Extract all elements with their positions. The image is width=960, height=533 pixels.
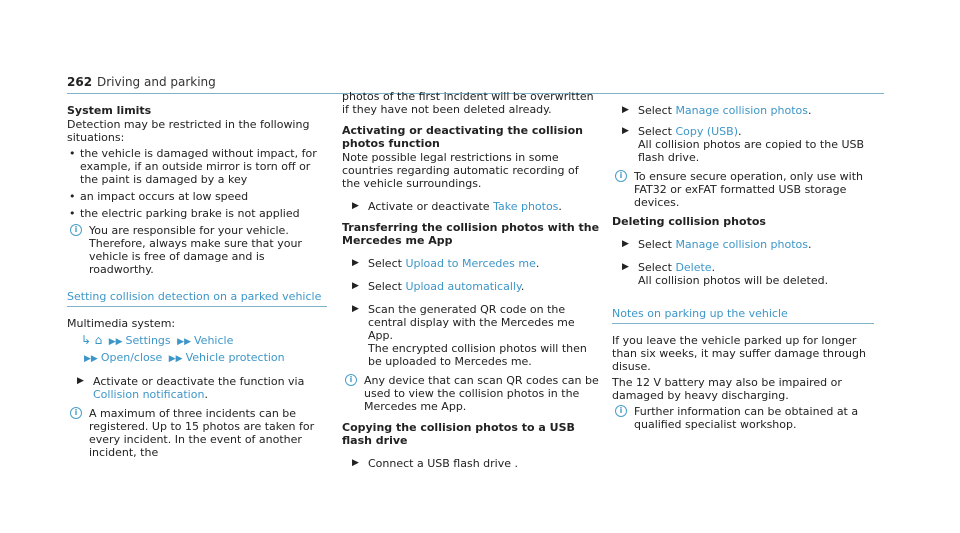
info-icon: i <box>615 170 627 182</box>
continued-text: photos of the first incident will be overwritten if they have not been deleted already. <box>342 90 594 116</box>
step-manage-photos: ▶ Select Manage collision photos. <box>622 104 812 117</box>
parking-text-1: If you leave the vehicle parked up for longer than six weeks, it may suffer damage through disuse. <box>612 334 866 373</box>
note-qr-devices: i Any device that can scan QR codes can be used to view the collision photos in the Mercedes me App. <box>342 374 600 413</box>
system-limits-heading: System limits <box>67 104 152 117</box>
system-limits-intro: Detection may be restricted in the following situations: <box>67 118 310 144</box>
chevron-right-icon: ▶▶ <box>168 354 183 364</box>
page-number: 262 <box>67 75 93 89</box>
menu-vehicle[interactable]: Vehicle <box>194 334 234 347</box>
step-arrow-icon: ▶ <box>77 376 84 386</box>
home-icon[interactable]: ⌂ <box>94 333 103 347</box>
step-arrow-icon: ▶ <box>622 126 629 136</box>
note-max-incidents: i A maximum of three incidents can be registered. Up to 15 photos are taken for every incident. In the event of another incident, the <box>67 407 327 459</box>
link-upload-automatically[interactable]: Upload automatically <box>405 280 521 293</box>
step-delete: ▶ Select Delete. All collision photos will be deleted. <box>622 261 829 287</box>
note-fat32: i To ensure secure operation, only use with FAT32 or exFAT formatted USB storage devices. <box>612 170 874 209</box>
return-arrow-icon: ↳ <box>81 333 92 347</box>
section-heading-parking-up: Notes on parking up the vehicle <box>612 307 874 324</box>
menu-vehicle-protection[interactable]: Vehicle protection <box>185 351 285 364</box>
link-collision-notification[interactable]: Collision notification <box>93 388 205 401</box>
list-item: • an impact occurs at low speed <box>69 190 249 203</box>
link-copy-usb[interactable]: Copy (USB) <box>675 125 738 138</box>
step-arrow-icon: ▶ <box>352 458 359 468</box>
step-arrow-icon: ▶ <box>352 281 359 291</box>
activating-heading: Activating or deactivating the collision photos function <box>342 124 583 150</box>
chevron-right-icon: ▶▶ <box>84 354 98 364</box>
step-arrow-icon: ▶ <box>622 105 629 115</box>
column-middle <box>342 90 600 476</box>
multimedia-label: Multimedia system: <box>67 317 176 330</box>
step-arrow-icon: ▶ <box>622 262 629 272</box>
link-manage-collision-photos[interactable]: Manage collision photos <box>675 238 809 251</box>
step-delete-manage: ▶ Select Manage collision photos. <box>622 238 812 251</box>
menu-path <box>67 333 327 367</box>
info-icon: i <box>615 405 627 417</box>
info-icon: i <box>345 374 357 386</box>
step-arrow-icon: ▶ <box>352 258 359 268</box>
chevron-right-icon: ▶▶ <box>177 337 191 347</box>
step-upload-automatically: ▶ Select Upload automatically. <box>352 280 525 293</box>
step-upload-mercedes: ▶ Select Upload to Mercedes me. <box>352 257 540 270</box>
step-arrow-icon: ▶ <box>352 304 359 314</box>
step-take-photos: ▶ Activate or deactivate Take photos. <box>352 200 562 213</box>
note-workshop: i Further information can be obtained at a qualified specialist workshop. <box>612 405 874 431</box>
step-arrow-icon: ▶ <box>352 201 359 211</box>
delete-heading: Deleting collision photos <box>612 215 766 228</box>
transfer-heading: Transferring the collision photos with the Mercedes me App <box>342 221 600 247</box>
menu-settings[interactable]: Settings <box>125 334 171 347</box>
list-item: • the electric parking brake is not applied <box>69 207 300 220</box>
link-take-photos[interactable]: Take photos <box>493 200 559 213</box>
info-icon: i <box>70 407 82 419</box>
chapter-title: Driving and parking <box>97 75 216 89</box>
parking-text-2: The 12 V battery may also be impaired or damaged by heavy discharging. <box>612 376 842 402</box>
menu-open-close[interactable]: Open/close <box>100 351 163 364</box>
list-item: • the vehicle is damaged without impact, for example, if an outside mirror is torn off or the paint is damaged by a key <box>69 147 317 186</box>
step-activate: ▶ Activate or deactivate the function via Collision notification. <box>77 375 305 401</box>
column-left <box>67 104 327 464</box>
step-scan-qr: ▶ Scan the generated QR code on the central display with the Mercedes me App. The encrypted collision photos will then be uploaded to Mercedes me. <box>352 303 587 368</box>
step-arrow-icon: ▶ <box>622 239 629 249</box>
activating-text: Note possible legal restrictions in some countries regarding automatic recording of the vehicle surroundings. <box>342 151 579 190</box>
info-icon: i <box>70 224 82 236</box>
step-copy-usb: ▶ Select Copy (USB). All collision photos are copied to the USB flash drive. <box>622 125 865 164</box>
usb-heading: Copying the collision photos to a USB flash drive <box>342 421 575 447</box>
link-upload-to-mercedes-me[interactable]: Upload to Mercedes me <box>405 257 536 270</box>
column-right <box>612 104 874 436</box>
step-connect-usb: ▶ Connect a USB flash drive . <box>352 457 518 470</box>
section-heading-collision-detection: Setting collision detection on a parked vehicle <box>67 290 327 307</box>
link-manage-collision-photos[interactable]: Manage collision photos <box>675 104 809 117</box>
note-responsible: i You are responsible for your vehicle. Therefore, always make sure that your vehicle is free of damage and is roadworthy. <box>67 224 327 276</box>
chevron-right-icon: ▶▶ <box>108 337 123 347</box>
link-delete[interactable]: Delete <box>675 261 712 274</box>
